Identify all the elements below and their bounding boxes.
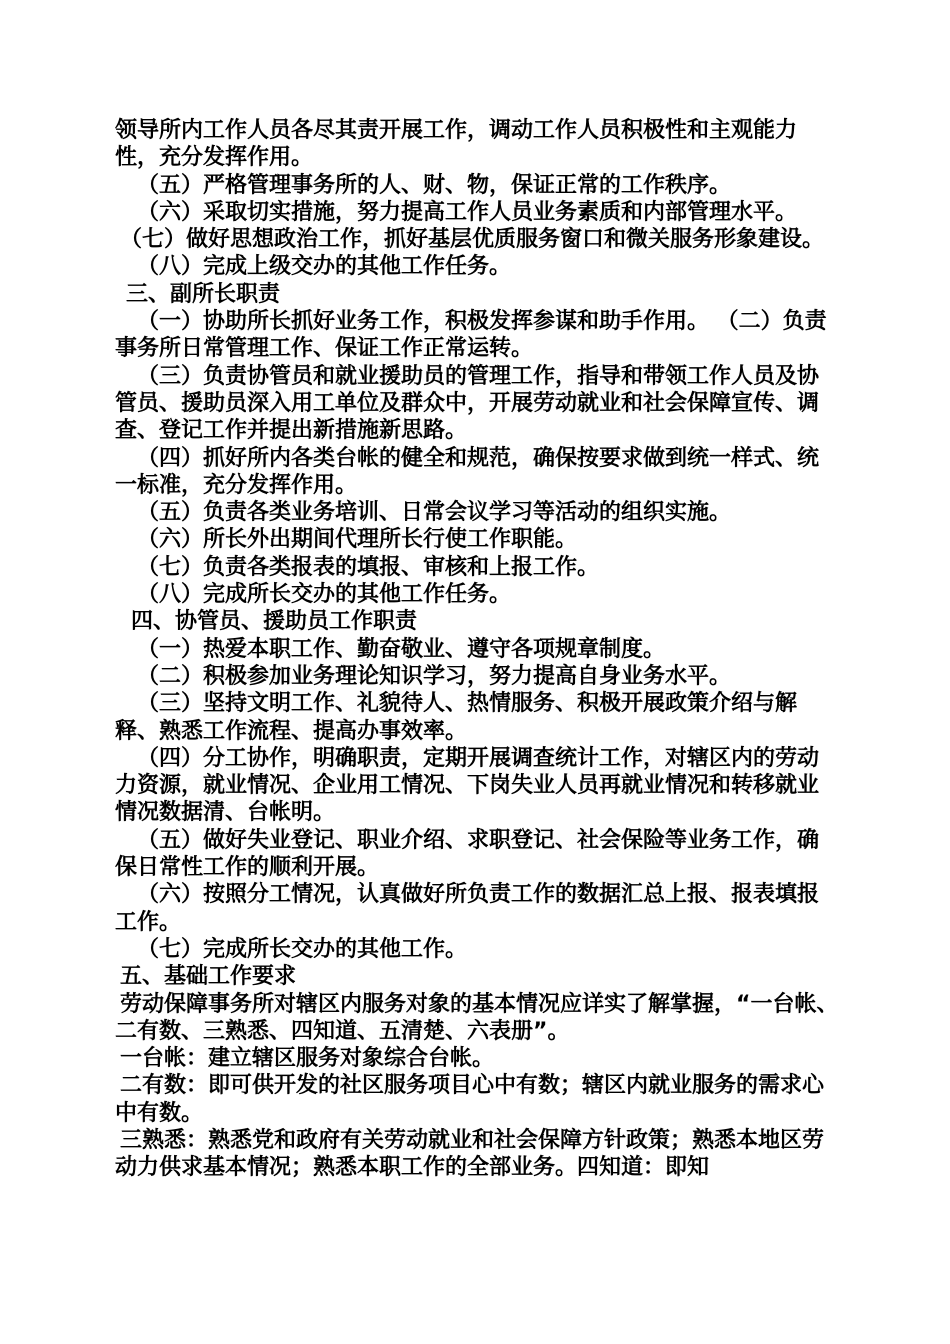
paragraph: 领导所内工作人员各尽其责开展工作，调动工作人员积极性和主观能力性，充分发挥作用。 — [115, 118, 798, 171]
section-heading: 三、副所长职责 — [126, 281, 281, 307]
paragraph: （五）负责各类业务培训、日常会议学习等活动的组织实施。 — [137, 500, 732, 526]
paragraph: （七）完成所长交办的其他工作。 — [137, 936, 468, 962]
document-body — [115, 117, 840, 1182]
paragraph: 二有数：即可供开发的社区服务项目心中有数；辖区内就业服务的需求心中有数。 — [115, 1073, 825, 1126]
paragraph: （八）完成所长交办的其他工作任务。 — [137, 582, 512, 608]
paragraph: 三熟悉：熟悉党和政府有关劳动就业和社会保障方针政策；熟悉本地区劳动力供求基本情况；熟悉本职工作的全部业务。四知道：即知 — [115, 1127, 825, 1181]
section-heading: 五、基础工作要求 — [120, 964, 297, 990]
paragraph: （四）抓好所内各类台帐的健全和规范，确保按要求做到统一样式、统一标准，充分发挥作用。 — [115, 445, 820, 498]
paragraph: （五）做好失业登记、职业介绍、求职登记、社会保险等业务工作，确保日常性工作的顺利开展。 — [115, 827, 820, 881]
paragraph: （七）负责各类报表的填报、审核和上报工作。 — [137, 554, 600, 580]
paragraph: （三）坚持文明工作、礼貌待人、热情服务、积极开展政策介绍与解释、熟悉工作流程、提高办事效率。 — [115, 691, 798, 744]
paragraph: （四）分工协作，明确职责，定期开展调查统计工作，对辖区内的劳动力资源，就业情况、企业用工情况、下岗失业人员再就业情况和转移就业情况数据清、台帐明。 — [115, 745, 820, 826]
paragraph: （六）所长外出期间代理所长行使工作职能。 — [137, 527, 578, 553]
paragraph: （六）采取切实措施，努力提高工作人员业务素质和内部管理水平。 — [137, 199, 798, 225]
paragraph: （二）积极参加业务理论知识学习，努力提高自身业务水平。 — [137, 663, 732, 689]
paragraph: 一台帐：建立辖区服务对象综合台帐。 — [120, 1046, 495, 1072]
paragraph: 劳动保障事务所对辖区内服务对象的基本情况应详实了解掌握，“一台帐、二有数、三熟悉、四知道、五清楚、六表册”。 — [115, 991, 839, 1044]
section-heading: 四、协管员、援助员工作职责 — [131, 609, 418, 635]
paragraph: （一）协助所长抓好业务工作，积极发挥参谋和助手作用。 （二）负责事务所日常管理工作、保证工作正常运转。 — [115, 309, 827, 362]
paragraph: （七）做好思想政治工作，抓好基层优质服务窗口和微关服务形象建设。 — [120, 227, 825, 253]
paragraph: （五）严格管理事务所的人、财、物，保证正常的工作秩序。 — [137, 172, 732, 198]
paragraph: （一）热爱本职工作、勤奋敬业、遵守各项规章制度。 — [137, 636, 666, 662]
paragraph: （三）负责协管员和就业援助员的管理工作，指导和带领工作人员及协管员、援助员深入用工单位及群众中，开展劳动就业和社会保障宣传、调查、登记工作并提出新措施新思路。 — [115, 363, 820, 444]
paragraph: （六）按照分工情况，认真做好所负责工作的数据汇总上报、报表填报工作。 — [115, 882, 820, 935]
paragraph: （八）完成上级交办的其他工作任务。 — [137, 254, 512, 280]
